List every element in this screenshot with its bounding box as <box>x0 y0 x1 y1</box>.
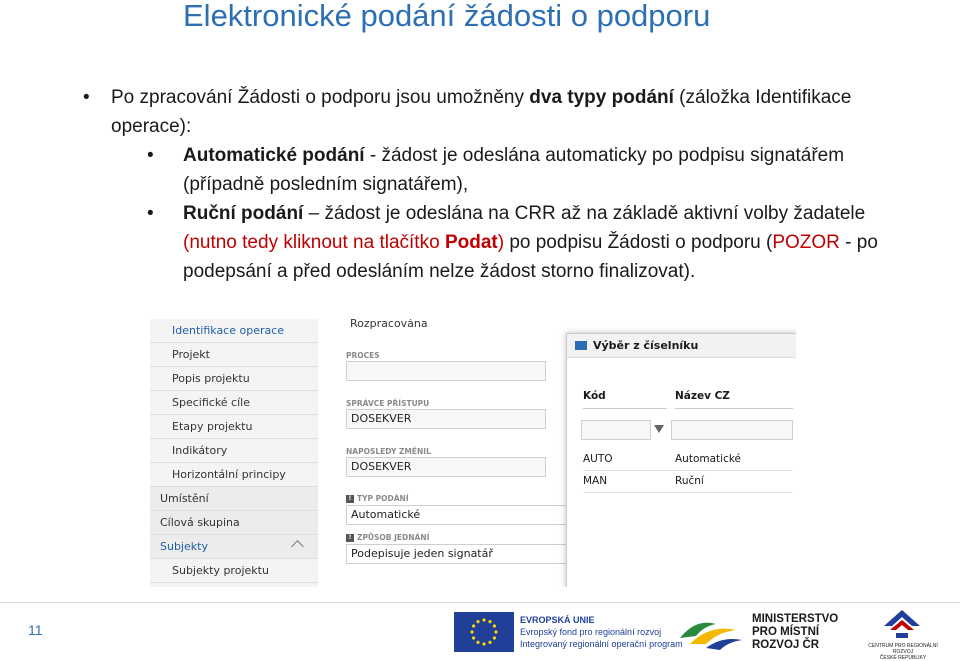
bullet-automatic <box>147 141 883 199</box>
sidebar-nav <box>150 319 318 587</box>
footer-divider <box>0 602 960 603</box>
column-header-code[interactable]: Kód <box>583 384 667 409</box>
eu-text <box>520 614 683 650</box>
chevron-up-icon[interactable] <box>291 540 304 553</box>
project-form <box>346 319 576 587</box>
bullet-manual-text2: po podpisu Žádosti o podporu ( <box>504 232 773 253</box>
row-name: Ruční <box>675 475 704 487</box>
status-value: Rozpracována <box>350 319 428 330</box>
bullet-manual-text: – žádost je odeslána na CRR až na základě aktivní volby žadatele <box>303 203 866 224</box>
required-icon: ! <box>346 495 354 503</box>
bullet-main <box>83 83 883 141</box>
sidebar-item-projekt[interactable]: Projekt <box>150 343 318 367</box>
spravce-field: DOSEKVER <box>346 409 546 429</box>
bullet-manual-text3: - po podepsání a před odesláním nelze žádost storno finalizovat). <box>183 232 878 282</box>
window-icon <box>575 341 587 350</box>
crr-line: ČESKÉ REPUBLIKY <box>879 655 927 661</box>
typ-podani-label-text: TYP PODÁNÍ <box>357 494 409 503</box>
sidebar-item-subjekty[interactable] <box>150 535 318 559</box>
bullet-main-tail: (záložka Identifikace operace): <box>111 87 852 137</box>
filter-icon[interactable] <box>654 425 664 433</box>
eu-line: Evropský fond pro regionální rozvoj <box>520 627 662 637</box>
bullet-manual-red: (nutno tedy kliknout na tlačítko <box>183 232 445 253</box>
row-name: Automatické <box>675 453 742 465</box>
eu-line: EVROPSKÁ UNIE <box>520 615 595 625</box>
bullet-automatic-text: - žádost je odeslána automaticky po podpisu signatářem (případně posledním signatářem), <box>183 145 845 195</box>
required-icon: ! <box>346 534 354 542</box>
sidebar-item-cile[interactable]: Specifické cíle <box>150 391 318 415</box>
bullet-dot: • <box>147 203 154 224</box>
proces-field <box>346 361 546 381</box>
crr-text <box>858 643 948 661</box>
mmr-text <box>752 613 838 652</box>
mmr-line: PRO MÍSTNÍ <box>752 626 820 638</box>
bullet-main-text: Po zpracování Žádosti o podporu jsou umožněny <box>111 87 530 108</box>
naposledy-label: NAPOSLEDY ZMĚNIL <box>346 447 431 456</box>
sidebar-item-subjekty-label: Subjekty <box>160 540 208 553</box>
mmr-logo <box>676 614 744 650</box>
table-row[interactable] <box>583 448 793 471</box>
proces-label: PROCES <box>346 351 380 360</box>
dialog-title: Výběr z číselníku <box>567 334 796 358</box>
bullet-dot: • <box>147 145 154 166</box>
codelist-dialog <box>566 333 796 587</box>
crr-logo <box>882 608 922 642</box>
column-header-name[interactable]: Název CZ <box>675 384 793 409</box>
bullet-manual <box>147 199 883 286</box>
bullet-manual-podat: Podat <box>444 232 498 253</box>
sidebar-item-subjekty-projektu[interactable]: Subjekty projektu <box>150 559 318 583</box>
row-code: MAN <box>583 475 608 487</box>
mmr-line: MINISTERSTVO <box>752 613 839 625</box>
sidebar-item-popis[interactable]: Popis projektu <box>150 367 318 391</box>
app-screenshot <box>150 319 796 587</box>
bullet-manual-bold: Ruční podání <box>183 203 304 224</box>
row-code: AUTO <box>583 453 613 465</box>
crr-line: CENTRUM PRO REGIONÁLNÍ ROZVOJ <box>868 643 938 655</box>
mmr-line: ROZVOJ ČR <box>752 639 820 651</box>
filter-code-input[interactable] <box>581 420 651 440</box>
sidebar-item-umisteni[interactable]: Umístění <box>150 487 318 511</box>
filter-name-input[interactable] <box>671 420 793 440</box>
typ-podani-field[interactable]: Automatické <box>346 505 571 525</box>
table-row[interactable] <box>583 470 793 493</box>
bullet-manual-red-close: ) <box>497 232 505 253</box>
spravce-label: SPRÁVCE PŘÍSTUPU <box>346 399 430 408</box>
sidebar-item-principy[interactable]: Horizontální principy <box>150 463 318 487</box>
zpusob-label-text: ZPŮSOB JEDNÁNÍ <box>357 533 430 542</box>
bullet-dot: • <box>83 87 90 108</box>
typ-podani-label <box>346 494 409 503</box>
page-number: 11 <box>28 622 43 638</box>
bullet-main-bold: dva typy podání <box>529 87 674 108</box>
sidebar-item-etapy[interactable]: Etapy projektu <box>150 415 318 439</box>
slide-title: Elektronické podání žádosti o podporu <box>183 0 711 33</box>
zpusob-field[interactable]: Podepisuje jeden signatář <box>346 544 571 564</box>
zpusob-label <box>346 533 429 542</box>
bullet-manual-pozor: POZOR <box>772 232 840 253</box>
naposledy-field: DOSEKVER <box>346 457 546 477</box>
sidebar-item-cilova[interactable]: Cílová skupina <box>150 511 318 535</box>
eu-flag-logo <box>454 612 514 652</box>
sidebar-item-indikatory[interactable]: Indikátory <box>150 439 318 463</box>
eu-line: Integrovaný regionální operační program <box>520 639 683 649</box>
bullet-list <box>83 83 883 286</box>
bullet-automatic-bold: Automatické podání <box>183 145 365 166</box>
sidebar-item-identifikace[interactable]: Identifikace operace <box>150 319 318 343</box>
